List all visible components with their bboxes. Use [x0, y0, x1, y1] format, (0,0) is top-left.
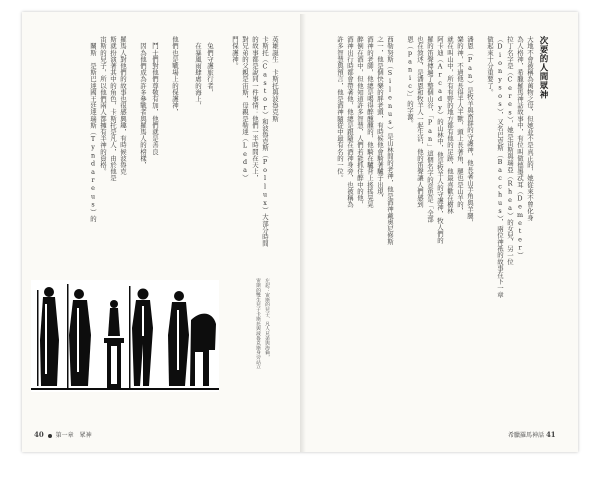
- left-page-number: 40: [34, 430, 44, 439]
- left-col-9: 鬥士們對他們尊敬有加，他們就是善良: [151, 36, 159, 155]
- right-col-1: 大地不會被稱為萬物之母，但她並不是真正的，她從來不曾化身: [526, 36, 534, 221]
- book-gutter: [300, 14, 306, 452]
- left-page-folio: [34, 430, 92, 439]
- left-col-1: 英雄誕生 卡斯托與波魯克斯: [271, 36, 279, 122]
- left-col-4: 對兄弟的父親是宙斯，母親是勒達（Leda）: [241, 36, 249, 181]
- left-col-13: 宙斯的兒子，所以他們兩人都擁有半神的資格。: [99, 36, 107, 175]
- left-col-7: 在暴風雨肆虐的海上，: [194, 36, 202, 109]
- right-col-18: 醉倒在酒中，但他知道許多智慧，人們若能抓住醉中的他，: [356, 36, 364, 208]
- vase-painting-image: [31, 280, 219, 392]
- right-page-folio: [508, 430, 556, 439]
- right-page-running-head: 希臘羅馬神話: [508, 432, 545, 439]
- left-col-3: 的故事都是說同一件事情：他們一半時間在天上，: [251, 36, 259, 182]
- right-col-10: 阿卡迪（Arcady）的山林中，他是牧羊人的守護神，牧人們的: [436, 36, 444, 244]
- right-col-13: 恩（panic）」的字源。: [406, 36, 414, 127]
- left-col-11: 羅馬人對他們的故事也很感興趣，有時候波魯克: [119, 36, 127, 175]
- right-col-19: 酒神出行時都會帶著他，他總是跟隨在酒神身旁，也被稱為: [346, 36, 354, 208]
- right-col-16: 之一，他是個快樂的胖老頭，有時候他會騎著驢子出現，: [376, 36, 384, 201]
- right-col-11: 羅的笛聲傳遍了整個山谷，「Pan」這個名字的意思是「全部: [426, 36, 434, 223]
- right-col-12: 也在敘述，是潘恩和牧羊人一起生活，他的笛聲讓人們感到: [416, 36, 424, 208]
- left-col-14: 關斯 是斯巴達國王廷達瑞斯（Tyndareus）的: [89, 36, 97, 222]
- right-col-20: 許多智慧與預言，他是酒神隨從中最有名的一位。: [336, 36, 344, 182]
- figure-caption-line-1: 左起：宙斯的兒子、凡人兄弟與海倫，: [264, 278, 269, 360]
- right-col-15: 西勒努斯（Silenus）是山林間的老神，他是酒神戴奧尼修斯: [386, 36, 394, 246]
- left-page-running-head: 第一章 眾神: [55, 432, 92, 439]
- left-col-5: 門保護神。: [231, 36, 239, 69]
- left-col-12: 斯就扮演著其中的角色，卡斯托是凡人，由於他是: [109, 36, 117, 182]
- right-col-17: 酒神的老師，他總是喝得醉醺醺的，他騎在驢背上搖搖晃晃: [366, 36, 374, 208]
- left-col-10: 因為他們成為許多參戰者與羅馬人的榜樣，: [139, 36, 147, 168]
- figure-caption-line-2: 宙斯的雙生兒子卡斯托與波魯克斯身旁站立: [255, 278, 260, 370]
- right-page-number: 41: [545, 430, 556, 439]
- right-page-heading: 次要的人間眾神: [538, 36, 548, 99]
- right-col-4: （Dionysos），又名巴克斯（Bacchus），兩位神祇的故事在下一章: [496, 36, 504, 298]
- right-col-5: 做起來十分重要了。: [486, 36, 494, 96]
- right-col-8: 樂的神，不過他長得半人半獸，頭上長著角，腿也是山羊的，: [456, 36, 464, 215]
- right-col-7: 潘恩（Pan）是牧羊與畜群的守護神，他長著山羊角與羊腿，: [466, 36, 474, 226]
- right-col-3: 拉丁名字是（Ceres），她是宙斯與瑞亞（Rhea）的女兒，另一位: [506, 36, 514, 265]
- left-col-8: 他們也是戰場上的保護神，: [171, 36, 179, 116]
- left-col-2: 卡斯托（Castor）和波魯克斯（Pollux）大部分時間: [261, 36, 269, 247]
- left-page-chapter-icon: [48, 434, 52, 438]
- right-col-9: 就在叫山中，所有有野的地方都有他的足跡，他最喜歡在樹林: [446, 36, 454, 215]
- right-col-2: 為人格神，希臘羅馬神話故事中，有位叫做德墨忒耳（Demeter）: [516, 36, 524, 259]
- left-col-6: 兔們守護旅行者，: [206, 36, 214, 96]
